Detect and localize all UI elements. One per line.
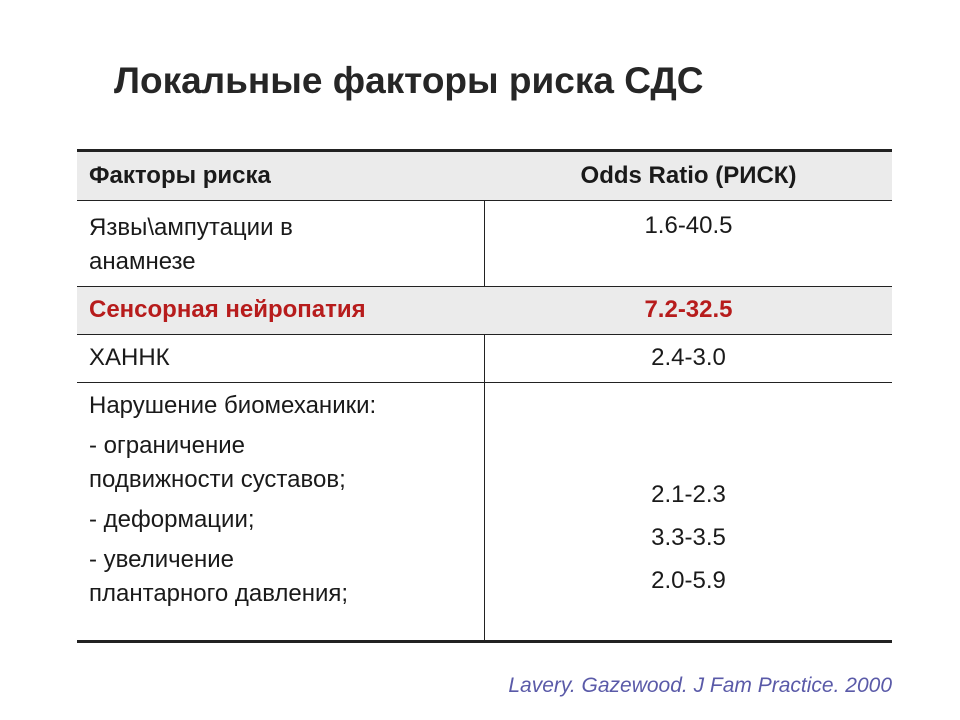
odds-cell: 1.6-40.5 — [644, 212, 733, 239]
header-factor: Факторы риска — [89, 162, 271, 189]
factor-line: анамнезе — [89, 248, 196, 275]
table-row-highlighted — [77, 286, 892, 334]
factor-subitem: - деформации; — [89, 506, 255, 533]
table-header-row — [77, 152, 892, 200]
odds-value: 2.1-2.3 — [651, 481, 726, 508]
slide-title: Локальные факторы риска СДС — [114, 60, 704, 101]
odds-cell — [485, 473, 892, 602]
factor-cell — [89, 211, 479, 279]
odds-cell: 7.2-32.5 — [644, 296, 733, 323]
header-odds-ratio: Odds Ratio (РИСК) — [580, 162, 797, 189]
odds-cell: 2.4-3.0 — [651, 344, 726, 371]
factor-subitem: - увеличение — [89, 546, 234, 573]
table-row — [77, 382, 892, 640]
table-row — [77, 334, 892, 382]
odds-value: 2.0-5.9 — [651, 567, 726, 594]
source-citation: Lavery. Gazewood. J Fam Practice. 2000 — [508, 674, 892, 697]
factor-line: Язвы\ампутации в — [89, 214, 293, 241]
factor-heading: Нарушение биомеханики: — [89, 392, 377, 419]
factor-cell: Сенсорная нейропатия — [89, 296, 366, 323]
factor-subitem: плантарного давления; — [89, 580, 349, 607]
factor-cell: ХАННК — [89, 344, 170, 371]
odds-value: 3.3-3.5 — [651, 524, 726, 551]
table-row — [77, 200, 892, 286]
factor-subitem: - ограничение — [89, 432, 245, 459]
factor-cell — [89, 389, 479, 611]
factor-subitem: подвижности суставов; — [89, 466, 346, 493]
risk-factors-table — [77, 149, 892, 643]
